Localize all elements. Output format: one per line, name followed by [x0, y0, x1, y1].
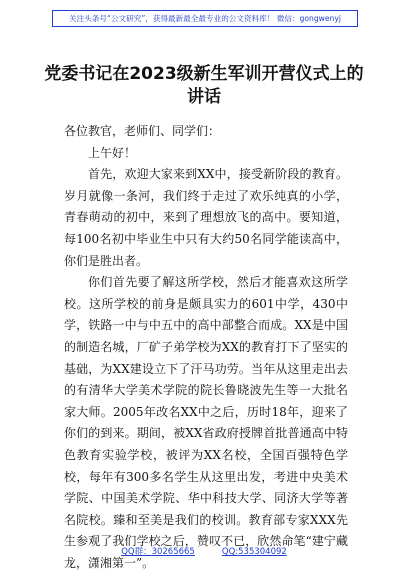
greeting: 上午好！ — [88, 145, 137, 160]
paragraph-school-history: 你们首先要了解这所学校，然后才能喜欢这所学校。这所学校的前身是颇具实力的601中学，430中学，铁路一中与中五中的高中部整合而成。XX是中国的制造名城，厂矿子弟学校为XX的教育打下了坚实的基础，为XX建设立下了汗马功劳。当年从这里走出去的有清华大学美术学院的院长鲁晓波先生等一大批名家大师。2005年改名XX中之后，历时18年，迎来了你们的到来。期间，被XX省政府授牌首批普通高中特色教育实验学校，被评为XX名校，全国百强特色学校，每年有300多名学生从这里出发，考进中央美术学院、中国美术学院、华中科技大学、同济大学等著名院校。臻和至美是我们的校训。教育部专家XXX先生参观了我们学校之后，赞叹不已，欣然命笔“建宁藏龙，潇湘第一”。 — [64, 275, 348, 570]
qq-label: QQ: — [221, 547, 239, 557]
salutation: 各位教官，老师们、同学们： — [64, 124, 221, 138]
document-title: 党委书记在2023级新生军训开营仪式上的讲话 — [44, 64, 364, 107]
promo-banner[interactable]: 关注头条号“公文研究”，获得最新最全最专业的公文资料库！ 微信：gongwenyj — [52, 10, 358, 27]
qq-group-number[interactable]: 30265665 — [151, 547, 195, 557]
qq-group-label: QQ群： — [121, 547, 152, 557]
paragraph-welcome: 首先，欢迎大家来到XX中，接受新阶段的教育。岁月就像一条河，我们终于走过了欢乐纯真的小学，青春萌动的初中，来到了理想放飞的高中。要知道，每100名初中毕业生中只有大约50名同学能读高中，你们是胜出者。 — [64, 167, 348, 268]
document-body — [64, 121, 348, 574]
page-footer — [0, 545, 408, 557]
qq-number[interactable]: 535304092 — [238, 547, 287, 557]
